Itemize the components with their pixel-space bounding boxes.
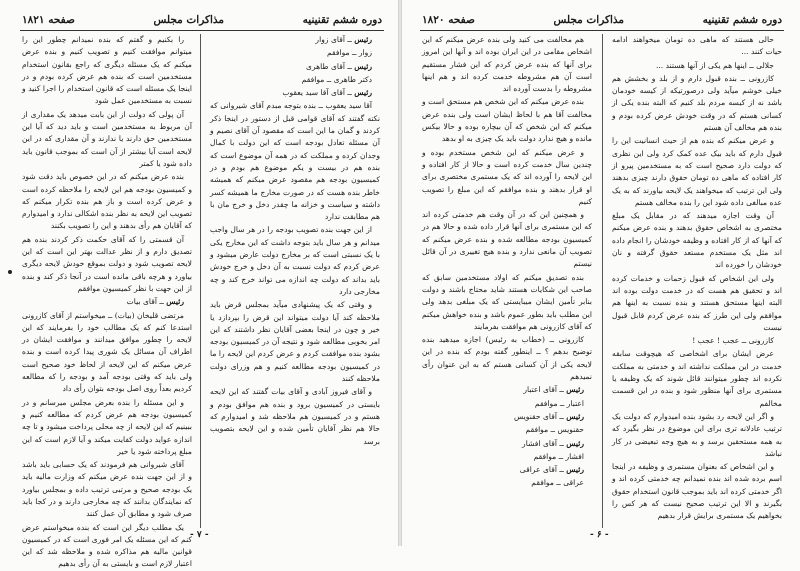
paragraph — [612, 273, 782, 334]
paragraph-text: دکتر طاهری ــ موافقم — [301, 74, 372, 84]
paragraph — [210, 386, 380, 447]
left-header-rule — [20, 30, 384, 31]
paragraph-text: آن وقت اجازه میدهند که در مقابل یک مبلغ مختصری به اشخاص حقوق بدهند و بنده عرض میکنم که آنها که از کار افتاده و وظیفه خودشان را انجام داده اند مثل یک مستخدم مستعد حقوق گرفته و نان خودشان را خورده اند — [612, 211, 782, 270]
paragraph-text: ــ آقای اعتبار — [523, 385, 564, 395]
left-header-title: مذاکرات مجلس — [153, 14, 225, 26]
paragraph — [22, 109, 192, 170]
paragraph-text: و وقتی که یک پیشنهادی میآید بمجلس قرض باید ملاحظه کند آیا دولت میتواند این قرض را بپردازد یا خیر و چون در اینجا بعضی آقایان نظر داشتند که این امر بخوبی مطالعه شود و نتیجه آن در کمیسیون بودجه بشود بنده موافقت کردم و عرض کردم این لایحه را ما در کمیسیون بودجه مطالعه کنیم و هم وزرای دولت ملاحظه کنند — [210, 300, 380, 384]
paragraph-text: و این مسئله را بنده بعرض مجلس میرسانم و در کمیسیون بودجه هم عرض کردم که مطالعه کنیم و ببینیم که این لایحه از چه محلی پرداخت میشود و تا چه اندازه عواید دولت کفایت میکند و آیا لازم است که این مبلغ پرداخته شود یا خیر — [22, 397, 192, 456]
paragraph — [210, 224, 380, 298]
paragraph — [210, 47, 380, 59]
paragraph-text: هم مخالفت می کنید ولی بنده عرض میکنم که این اشخاص مقامی در این ایران بوده اند و آنها این امروز برای آنها که بنده عرض کردم که این فشار مستقیم است آن هم مشروطه خدمت کرده اند و هم اینها مشروطه را بدست آورده اند — [422, 35, 592, 94]
paragraph-text: افشار ــ موافقم — [533, 451, 584, 461]
paragraph — [422, 209, 592, 270]
paragraph — [422, 384, 592, 396]
paragraph — [210, 87, 380, 99]
paragraph-text: از این جهت بنده تصویب بودجه را در هر سال واجب میدانم و هر سال باید بتوجه داشت که این مخارج یکی با یک نسبتی است که بر مخارج دولت عارض میشود و عرض کردم که دولت نسبت به آن دخل و خرج خودش باید بداند که دولت چه اندازه می تواند خرج کند و چه مخارجی دارد — [210, 225, 380, 296]
paragraph — [422, 411, 592, 423]
paragraph — [22, 459, 192, 520]
right-header-session: دوره ششم تقنینیه — [702, 14, 782, 26]
paragraph-text: مرتضی قلیخان (بیات) ــ میخواستم از آقای کازرونی استدعا کنم که یک مطالب خود را بفرمایند که این لایحه را چطور موافق میدانند و موافقت ایشان در اطراف آن مسائل یک شوری پیدا کرده است و بنده عرض میکنم که این لایحه از لحاظ خود صحیح است ولی باید که وقتی بودجه آمد و بودجه را که مطالعه کردیم بعداً روی اصل بودجه بتوان رأی داد — [22, 310, 192, 394]
paragraph — [210, 74, 380, 86]
paragraph-text: آقای شیروانی هم فرمودند که یک حسابی باید باشد و از این جهت بنده عرض میکنم که وزارت مالیه باید یک بودجه صحیح و مرتبی ترتیب داده و بمجلس بیاورد که نمایندگان بدانند که چه مخارجی دارند و در کجا باید صرف شود و مطابق آن عمل کنند — [22, 460, 192, 519]
paragraph-text: حقنویس ــ موافقم — [525, 425, 584, 435]
paragraph-text: یک مطلب دیگر این است که بنده میخواستم عرض کنم که این مسئله یک امر فوری است که در کمیسیون قوانین مالیه هم مذاکره شده و ملاحظه شد که این اعتبار لازم است و بایستی به آن رأی بدهیم — [22, 522, 192, 569]
paragraph-text: ــ آقای طاهری — [306, 61, 352, 71]
paragraph — [422, 272, 592, 333]
paragraph — [422, 398, 592, 410]
paragraph — [422, 334, 592, 383]
paragraph — [612, 411, 782, 460]
speaker-name: رئیس — [354, 88, 372, 98]
paragraph — [210, 100, 380, 223]
paragraph-text: زوار ــ موافقم — [326, 48, 372, 58]
paragraph-text: ــ آقای حقنویس — [513, 411, 564, 421]
paragraph-text: عراقی ــ موافقم — [531, 478, 584, 488]
paragraph-text: ــ آقای زوار — [315, 35, 352, 44]
paragraph-text: و این اشخاص که بعنوان مستمری و وظیفه در اینجا اسم برده شده اند بنده نمیدانم چه خدمتی کرده اند و اگر خدمتی کرده اند باید بموجب قانون استخدام حقوق بگیرند و الا این ترتیب صحیح نیست که هر کس را بخواهیم یک مستمری برایش قرار بدهیم — [612, 462, 782, 521]
paragraph — [422, 438, 592, 450]
paragraph-text: آن قسمتی را که آقای حکمت ذکر کردند بنده هم تصدیق دارم و از نظر عدالت بهتر این است که این لایحه تصویب شود و دولت بموقع خودش لایحه دیگری بیاورد و هرچه باقی مانده است در آنجا ذکر کند و بنده از این جهت با نظر کمیسیون موافقم — [22, 234, 192, 293]
right-page-header — [422, 12, 782, 28]
paragraph-text: ولی این اشخاص که قبول زحمات و خدمات کرده اند و تحقیق هم هست که در خدمت دولت بوده اند البته اینها مستحق هستند و بنده نسبت به اینها هم موافقم ولی این طرز که بنده عرض کردم قابل قبول نیست — [612, 273, 782, 332]
paragraph — [422, 34, 592, 95]
paragraph — [612, 135, 782, 209]
paragraph-text: و اگر این لایحه رد بشود بنده امیدوارم که دولت یک ترتیب عادلانه تری برای این موضوع در نظر بگیرد که به همه مستحقین برسد و به هیچ وجه تبعیضی در کار نباشد — [612, 411, 782, 458]
paragraph-text: ــ آقای عراقی — [519, 465, 564, 475]
paragraph-text: بنده عرض میکنم که در این خصوص باید دقت شود و کمیسیون بودجه هم این لایحه را ملاحظه کرده است و عرض کرده است و باز هم بنده تکرار میکنم که تصویب این لایحه به نظر بنده اشکالی ندارد و امیدوارم که آقایان هم رأی بدهند و این را تصویب بکنند — [22, 172, 192, 231]
paragraph — [612, 461, 782, 522]
paragraph-text: اعتبار ــ موافقم — [534, 398, 584, 408]
paragraph-text: ــ آقای آقا سید یعقوب — [282, 88, 352, 98]
speaker-name: رئیس — [566, 411, 584, 421]
paragraph — [422, 96, 592, 145]
speaker-name: رئیس — [566, 465, 584, 475]
paragraph — [422, 147, 592, 208]
paragraph-text: و همچنین این که در آن وقت هم خدمتی کرده اند که این مستمری برای آنها قرار داده شده و حالا هم در کمیسیون بودجه مطالعه شده و بنده عرض میکنم که تصویب آن مانعی ندارد و بنده هیچ تغییری در آن قائل نیستم — [422, 210, 592, 269]
paragraph — [22, 34, 192, 108]
speaker-name: رئیس — [566, 438, 584, 448]
binding-hole-mark — [8, 270, 12, 274]
paragraph-text: کازرونی ــ (خطاب به رئیس) اجازه میدهید بنده توضیح بدهم ؟ ــ اینطور گفته بودم که بنده در این لایحه یکی از آن کسانی هستم که به این عنوان رأی نمیدهم — [422, 335, 592, 382]
paragraph — [22, 310, 192, 396]
paragraph — [612, 60, 782, 72]
paragraph — [422, 451, 592, 463]
left-page-column-divider — [200, 34, 201, 528]
paragraph — [612, 335, 782, 347]
paragraph — [422, 477, 592, 489]
left-header-page-number: صفحه ۱۸۲۱ — [22, 14, 75, 26]
paragraph-text: آن پولی که دولت از این بابت میدهد یک مقداری از آن مربوط به مستخدمین است و باید دید که آیا این مستخدمین حق دارند یا ندارند و آن مقداری که در این لایحه است آیا بیشتر از آن است که بموجب قانون باید داده شود یا کمتر — [22, 109, 192, 168]
paragraph — [612, 73, 782, 134]
paragraph-text: و آقای فیروز آبادی و آقای بیات گفتند که این لایحه بایستی در کمیسیون برود و بنده هم موافق بودم و هستم و در کمیسیون هم ملاحظه شد و امیدوارم که حالا هم نظر آقایان تأمین شده و این لایحه بتصویب برسد — [210, 387, 380, 446]
right-page — [400, 0, 800, 546]
right-header-page-number: صفحه ۱۸۲۰ — [422, 14, 475, 26]
speaker-name: رئیس — [354, 61, 372, 71]
right-page-column-divider — [602, 34, 603, 528]
left-page-header — [22, 12, 382, 28]
paragraph — [22, 397, 192, 458]
paragraph-text: ــ آقای بیات — [126, 297, 164, 307]
right-header-rule — [420, 30, 784, 31]
right-page-right-column — [612, 34, 782, 532]
paragraph-text: عرض ایشان برای اشخاصی که هیچوقت سابقه خدمت در این مملکت نداشته اند و خدمتی به مملکت نکرده اند چطور میتوانند قائل شوند که یک وظیفه یا مستمری برای آنها منظور شود و بنده در این قسمت مخالفم — [612, 349, 782, 408]
paragraph — [210, 34, 380, 46]
paragraph — [612, 348, 782, 409]
paragraph-text: ــ آقای افشار — [522, 438, 564, 448]
paragraph — [422, 464, 592, 476]
left-header-session: دوره ششم تقنینیه — [302, 14, 382, 26]
paragraph — [612, 210, 782, 271]
speaker-name: رئیس — [354, 35, 372, 44]
paragraph — [210, 299, 380, 385]
speaker-name: رئیس — [566, 385, 584, 395]
right-footer-page: - ۶ - — [590, 530, 609, 540]
left-page-left-column — [22, 34, 192, 569]
right-header-title: مذاکرات مجلس — [553, 14, 625, 26]
paragraph — [422, 424, 592, 436]
left-footer-page: - ۷ - — [190, 530, 209, 540]
paragraph-text: و عرض میکنم که بنده هم از حیث انسانیت این را قبول دارم که باید بیک عده کمک کرد ولی این نظری که دولت دارد صحیح است که به مستخدمین پیرو از کار افتاده که ماهی ده تومان حقوق دارند چیزی بدهند ولی این ترتیب که میخواهند یک لایحه بیاورند که به یک عده مبالغی داده شود این را بنده مخالف هستم — [612, 136, 782, 207]
left-page — [0, 0, 400, 569]
paragraph — [22, 522, 192, 571]
paragraph-text: و عرض میکنم که این شخص مستخدم بوده و چندین سال خدمت کرده است و حالا از کار افتاده و این لایحه را آورده اند که یک مستمری مختصری برای او قرار بدهند و بنده موافقم که این مبلغ را تصویب کنیم — [422, 147, 592, 206]
paragraph-text: حالی هستند که ماهی ده تومان میخواهند ادامه حیات کنند ... — [612, 35, 782, 57]
paragraph-text: کازرونی ــ عجب ! عجب ! — [692, 336, 774, 346]
paragraph-text: بنده عرض میکنم که این شخص هم مستحق است و مخالفت آقا هم با لحاظ ایشان است ولی بنده عرض میکنم که این شخص که آن بیچاره بوده و حالا بیکس مانده و هیچ ندارد دولت باید یک چیزی به او بدهد — [422, 97, 592, 144]
speaker-name: رئیس — [166, 297, 184, 307]
paragraph — [22, 296, 192, 308]
left-page-right-column — [210, 34, 380, 532]
paragraph — [612, 34, 782, 59]
paragraph-text: بنده تصدیق میکنم که اولاد مستخدمین سابق که صاحب این شکایات هستند شاید محتاج باشند و دولت بنابر تأمین ایشان میبایستی که یک مبلغی بدهد ولی این مطلب باید بطور عموم باشد و بنده خواهش میکنم که آقای کازرونی هم موافقت بفرمایند — [422, 272, 592, 331]
right-page-left-column — [422, 34, 592, 532]
paragraph — [22, 234, 192, 295]
paragraph-text: آقا سید یعقوب ــ بنده بتوجه مبدم آقای شیروانی که نکته گفتند که آقای قوامی قبل از دستور در اینجا ذکر کردند و گمان ما این است که مقصود آن آقای نصیم و آن مسئله تعادل بودجه است که این دولت با کمال وجدان کرده و مملکت که در همه آن موضوع است که بنده هم در بیست و یکم موضوع هم بودم و در کمیسیون بودجه هم مقصود عرض میکنم که همیشه خاطر بنده هست که در صورت مخارج ما همیشه کسر داشته و سیاست و خزانه ما چقدر دخل و خرج مان با هم مطابقت ندارد — [210, 101, 380, 222]
paragraph — [210, 61, 380, 73]
paragraph-text: جلالی ــ اینها هم یکی از آنها هستند ... — [655, 60, 774, 70]
paragraph-text: را بکنیم و گفتم که بنده نمیدانم چطور این را میتوانم موافقت کنیم و تصویب کنیم و بنده عرض میکنم که یک مسئله دیگری که راجع بقانون استخدام مستخدمین است که بنده هم عرض کرده بودم و در اینجا یک مسئله است که قانون استخدام را اجرا کنید و نسبت به مستخدمین عمل شود — [22, 35, 192, 106]
paragraph-text: کازرونی ــ بنده قبول دارم و از بلد و بخشش هم خیلی خوشم میآید ولی درصورتیکه از کیسه خودمان باشد نه از کیسه مردم بلد کنیم که البته بنده یکی از کسانی هستم که در وقت خودش عرض کرده بودم و بنده هم مخالف آن هستم — [612, 73, 782, 133]
paragraph — [22, 171, 192, 232]
